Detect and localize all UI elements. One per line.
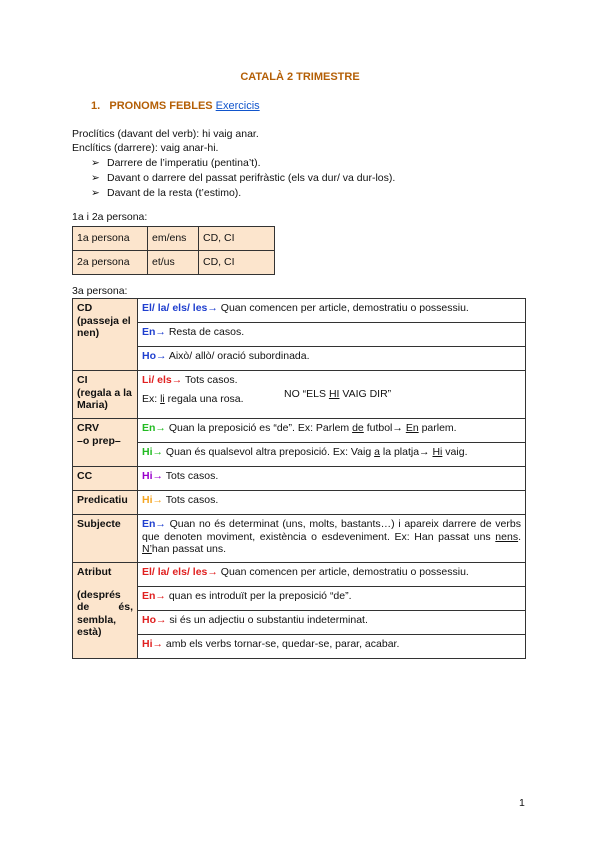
table-cell: CD, CI bbox=[199, 251, 275, 275]
bullet-text: Darrere de l’imperatiu (pentina’t). bbox=[107, 157, 261, 169]
page-title: CATALÀ 2 TRIMESTRE bbox=[240, 71, 360, 83]
rule-text: Tots casos. bbox=[163, 470, 219, 482]
rule-text: Quan comencen per article, demostratiu o possessiu. bbox=[217, 302, 469, 314]
ci-note bbox=[284, 388, 391, 401]
rule-text: Quan no és determinat (uns, molts, bastants…) i apareix darrere de verbs que denoten moviment, existència o esdeveniment. Ex: Han passat uns bbox=[142, 518, 521, 543]
table-row bbox=[73, 299, 526, 323]
example-underlined: Hi bbox=[432, 446, 443, 458]
persons3-table bbox=[72, 298, 526, 659]
table-cell bbox=[138, 347, 526, 371]
persons3-label: 3a persona: bbox=[72, 285, 128, 297]
persons12-label: 1a i 2a persona: bbox=[72, 211, 148, 223]
table-cell bbox=[138, 635, 526, 659]
table-cell: em/ens bbox=[148, 227, 199, 251]
pronoun: El/ la/ els/ les→ bbox=[142, 302, 218, 314]
example-underlined: a bbox=[374, 446, 380, 458]
arrow-bullet-icon: ➢ bbox=[91, 157, 100, 169]
table-row bbox=[73, 251, 275, 275]
rule-text: Tots casos. bbox=[163, 494, 219, 506]
arrow-bullet-icon: ➢ bbox=[91, 187, 100, 199]
pronoun: En→ bbox=[142, 590, 166, 602]
table-row bbox=[73, 323, 526, 347]
crv-key-label: CRV bbox=[77, 422, 99, 434]
table-row bbox=[73, 443, 526, 467]
table-row bbox=[73, 635, 526, 659]
rule-text: Tots casos. bbox=[182, 374, 238, 386]
rule-text: vaig. bbox=[442, 446, 468, 458]
table-row bbox=[73, 563, 526, 587]
rule-text: Quan comencen per article, demostratiu o possessiu. bbox=[217, 566, 469, 578]
example-underlined: En bbox=[405, 422, 419, 434]
proclitics-line: Proclítics (davant del verb): hi vaig anar. bbox=[72, 128, 259, 140]
atribut-key-label: Atribut bbox=[77, 566, 112, 578]
bullet-text: Davant o darrere del passat perifràstic (els va dur/ va dur-los). bbox=[107, 172, 396, 184]
rule-text: han passat uns. bbox=[151, 543, 227, 555]
pronoun: Ho→ bbox=[142, 614, 167, 626]
atribut-key-example: (després de és, sembla, està) bbox=[77, 588, 133, 638]
table-cell bbox=[138, 515, 526, 563]
bullet-item bbox=[91, 171, 395, 185]
table-cell bbox=[138, 491, 526, 515]
subjecte-key: Subjecte bbox=[73, 515, 138, 563]
example-underlined: de bbox=[352, 422, 364, 434]
table-row bbox=[73, 491, 526, 515]
pronoun: Hi→ bbox=[142, 494, 163, 506]
pronoun: En→ bbox=[142, 518, 166, 530]
ci-key-example: (regala a la Maria) bbox=[77, 386, 132, 411]
bullet-item bbox=[91, 186, 241, 200]
pronoun: Hi→ bbox=[142, 638, 163, 650]
rule-text: parlem. bbox=[418, 422, 457, 434]
table-cell bbox=[138, 323, 526, 347]
example-underlined: N’ bbox=[142, 543, 152, 555]
pronoun: El/ la/ els/ les→ bbox=[142, 566, 218, 578]
table-cell bbox=[138, 563, 526, 587]
rule-text: Això/ allò/ oració subordinada. bbox=[166, 350, 310, 362]
table-row bbox=[73, 227, 275, 251]
cc-key: CC bbox=[73, 467, 138, 491]
section-number: 1. bbox=[91, 100, 101, 112]
table-cell: et/us bbox=[148, 251, 199, 275]
exercicis-link[interactable]: Exercicis bbox=[215, 100, 260, 112]
table-cell: CD, CI bbox=[199, 227, 275, 251]
example-underlined: nens bbox=[495, 530, 519, 543]
note-text: VAIG DIR” bbox=[339, 388, 392, 400]
rule-text: quan es introduït per la preposició “de”. bbox=[165, 590, 352, 602]
pronoun: Li/ els→ bbox=[142, 374, 183, 386]
table-cell bbox=[138, 611, 526, 635]
cd-key bbox=[73, 299, 138, 371]
table-cell: 1a persona bbox=[73, 227, 148, 251]
table-cell bbox=[138, 587, 526, 611]
table-row bbox=[73, 419, 526, 443]
pronoun: Hi→ bbox=[142, 446, 163, 458]
table-row bbox=[73, 347, 526, 371]
cd-key-label: CD bbox=[77, 302, 93, 314]
example-text: regala una rosa. bbox=[164, 392, 244, 405]
page-number: 1 bbox=[519, 797, 525, 809]
table-row bbox=[73, 515, 526, 563]
table-cell bbox=[138, 371, 526, 419]
table-row bbox=[73, 371, 526, 419]
rule-text: la platja→ bbox=[379, 446, 433, 458]
rule-text: futbol→ bbox=[363, 422, 406, 434]
crv-key bbox=[73, 419, 138, 467]
example-underlined: li bbox=[160, 392, 165, 405]
pronoun: En→ bbox=[142, 422, 166, 434]
table-row bbox=[73, 467, 526, 491]
rule-text: . bbox=[518, 530, 521, 543]
atribut-key bbox=[73, 563, 138, 659]
example-text: Ex: bbox=[142, 392, 161, 405]
rule-text: Resta de casos. bbox=[165, 326, 245, 338]
table-row bbox=[73, 611, 526, 635]
table-cell: 2a persona bbox=[73, 251, 148, 275]
table-cell bbox=[138, 443, 526, 467]
rule-text: Quan és qualsevol altra preposició. Ex: Vaig bbox=[163, 446, 375, 458]
persons12-table bbox=[72, 226, 275, 275]
rule-text: amb els verbs tornar-se, quedar-se, parar, acabar. bbox=[163, 638, 400, 650]
pronoun: Hi→ bbox=[142, 470, 163, 482]
pronoun: En→ bbox=[142, 326, 166, 338]
pronoun: Ho→ bbox=[142, 350, 167, 362]
ci-key bbox=[73, 371, 138, 419]
rule-text: Quan la preposició es “de”. Ex: Parlem bbox=[165, 422, 353, 434]
rule-text: si és un adjectiu o substantiu indeterminat. bbox=[166, 614, 368, 626]
table-row bbox=[73, 587, 526, 611]
table-cell bbox=[138, 299, 526, 323]
predicatiu-key: Predicatiu bbox=[73, 491, 138, 515]
arrow-bullet-icon: ➢ bbox=[91, 172, 100, 184]
table-cell bbox=[138, 419, 526, 443]
note-text: NO “ELS bbox=[284, 388, 329, 400]
note-underlined: HI bbox=[328, 388, 340, 400]
table-cell bbox=[138, 467, 526, 491]
ci-key-label: CI bbox=[77, 374, 88, 386]
section-heading bbox=[91, 100, 260, 112]
bullet-text: Davant de la resta (t’estimo). bbox=[107, 187, 242, 199]
section-name: PRONOMS FEBLES bbox=[109, 100, 213, 112]
bullet-item bbox=[91, 156, 260, 170]
crv-key-example: –o prep– bbox=[77, 434, 121, 447]
enclitics-line: Enclítics (darrere): vaig anar-hi. bbox=[72, 142, 219, 154]
cd-key-example: (passeja el nen) bbox=[77, 314, 131, 339]
